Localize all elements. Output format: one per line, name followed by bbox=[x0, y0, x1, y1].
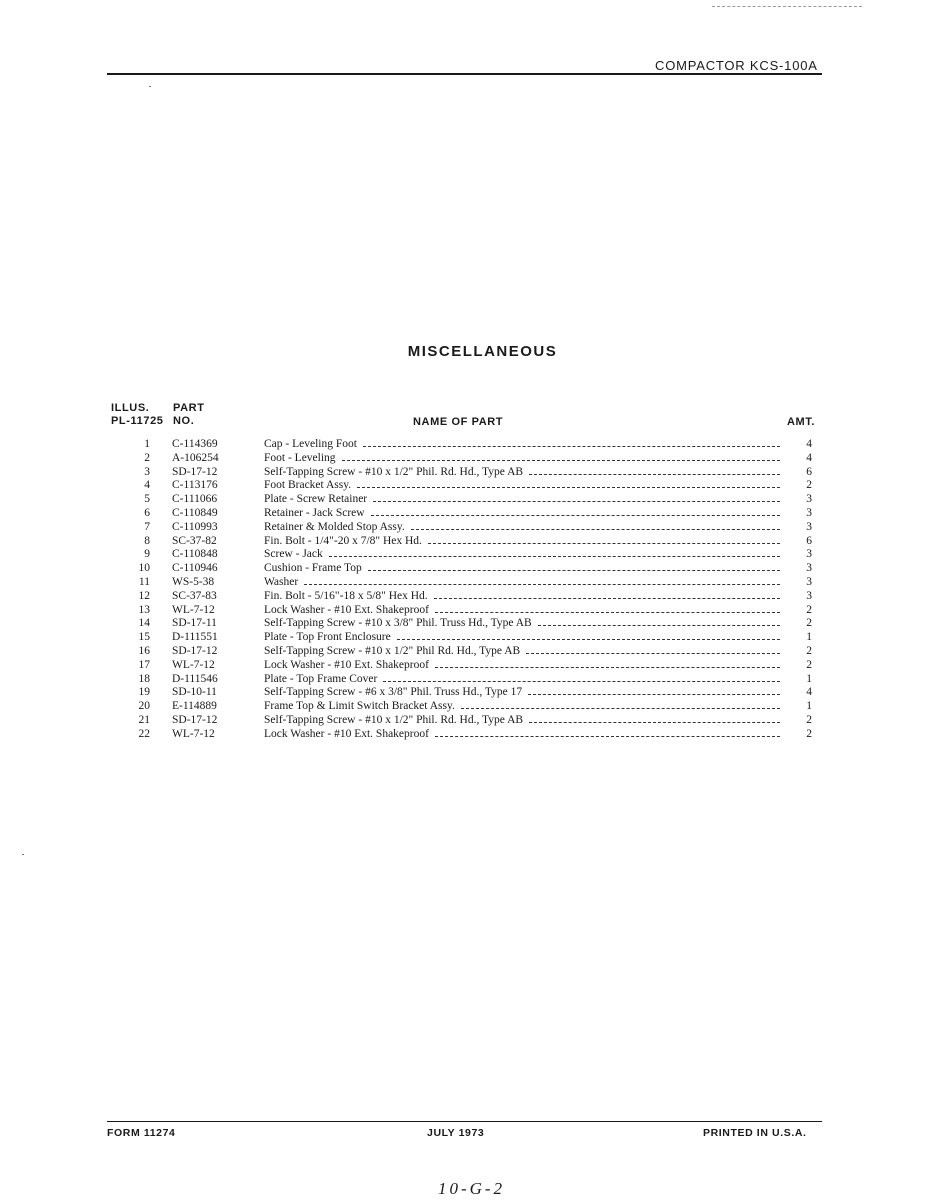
scan-artifact bbox=[712, 6, 862, 8]
column-header-name: NAME OF PART bbox=[413, 416, 504, 428]
illus-number: 10 bbox=[138, 562, 150, 575]
print-date: JULY 1973 bbox=[427, 1127, 485, 1139]
part-number: D-111546 bbox=[172, 672, 218, 685]
amount: 2 bbox=[806, 479, 812, 492]
table-row bbox=[0, 534, 943, 548]
illus-number: 15 bbox=[138, 631, 150, 644]
part-name-cell bbox=[264, 658, 780, 672]
form-number: FORM 11274 bbox=[107, 1127, 176, 1139]
amount: 3 bbox=[806, 589, 812, 602]
part-name: Plate - Screw Retainer bbox=[264, 493, 368, 506]
part-number: WL-7-12 bbox=[172, 603, 215, 616]
part-name-cell bbox=[264, 685, 780, 699]
part-number: SD-17-11 bbox=[172, 617, 217, 630]
dot-leader bbox=[529, 722, 780, 723]
part-number: C-113176 bbox=[172, 479, 218, 492]
part-number: C-114369 bbox=[172, 438, 218, 450]
illus-number: 22 bbox=[138, 727, 150, 740]
part-number: D-111551 bbox=[172, 631, 218, 644]
footer-rule bbox=[107, 1121, 822, 1122]
part-name-cell bbox=[264, 727, 780, 741]
dot-leader bbox=[368, 570, 780, 571]
column-header-illus-line2: PL-11725 bbox=[111, 415, 164, 427]
dot-leader bbox=[526, 653, 780, 654]
table-row bbox=[0, 658, 943, 672]
document-model-header: COMPACTOR KCS-100A bbox=[655, 58, 818, 73]
illus-number: 11 bbox=[138, 576, 150, 588]
part-name: Self-Tapping Screw - #10 x 1/2" Phil Rd. Hd., Type AB bbox=[264, 645, 521, 657]
part-name-cell bbox=[264, 561, 780, 575]
dot-leader bbox=[329, 556, 780, 557]
part-number: C-110946 bbox=[172, 562, 218, 575]
dot-leader bbox=[434, 598, 780, 599]
illus-number: 17 bbox=[138, 658, 150, 671]
amount: 1 bbox=[806, 672, 812, 685]
dot-leader bbox=[528, 694, 780, 695]
part-name-cell bbox=[264, 644, 780, 658]
table-row bbox=[0, 603, 943, 617]
table-row bbox=[0, 547, 943, 561]
header-rule bbox=[107, 73, 822, 75]
table-row bbox=[0, 713, 943, 727]
part-name: Foot - Leveling bbox=[264, 451, 336, 464]
illus-number: 16 bbox=[138, 645, 150, 657]
scan-speck bbox=[149, 86, 151, 87]
illus-number: 6 bbox=[144, 507, 150, 519]
dot-leader bbox=[304, 584, 780, 585]
dot-leader bbox=[529, 474, 780, 475]
illus-number: 5 bbox=[144, 493, 150, 506]
dot-leader bbox=[538, 625, 780, 626]
part-name-cell bbox=[264, 616, 780, 630]
table-row bbox=[0, 478, 943, 492]
amount: 2 bbox=[806, 603, 812, 616]
amount: 3 bbox=[806, 562, 812, 575]
illus-number: 18 bbox=[138, 672, 150, 685]
part-name: Lock Washer - #10 Ext. Shakeproof bbox=[264, 658, 429, 671]
part-number: C-110848 bbox=[172, 548, 218, 561]
dot-leader bbox=[435, 612, 780, 613]
illus-number: 4 bbox=[144, 479, 150, 492]
illus-number: 7 bbox=[144, 520, 150, 533]
part-name-cell bbox=[264, 478, 780, 492]
amount: 1 bbox=[806, 700, 812, 713]
part-name-cell bbox=[264, 713, 780, 727]
amount: 3 bbox=[806, 507, 812, 519]
table-row bbox=[0, 644, 943, 658]
amount: 3 bbox=[806, 548, 812, 561]
amount: 3 bbox=[806, 493, 812, 506]
part-name: Self-Tapping Screw - #6 x 3/8" Phil. Truss Hd., Type 17 bbox=[264, 686, 523, 699]
dot-leader bbox=[371, 515, 780, 516]
part-name-cell bbox=[264, 451, 780, 465]
dot-leader bbox=[435, 736, 780, 737]
part-name: Cap - Leveling Foot bbox=[264, 438, 357, 450]
part-number: C-111066 bbox=[172, 493, 218, 506]
dot-leader bbox=[411, 529, 780, 530]
amount: 2 bbox=[806, 658, 812, 671]
part-name: Lock Washer - #10 Ext. Shakeproof bbox=[264, 603, 429, 616]
dot-leader bbox=[357, 487, 780, 488]
illus-number: 8 bbox=[144, 534, 150, 547]
column-header-part-line2: NO. bbox=[173, 415, 195, 427]
part-number: E-114889 bbox=[172, 700, 217, 713]
dot-leader bbox=[428, 543, 780, 544]
table-row bbox=[0, 616, 943, 630]
amount: 2 bbox=[806, 714, 812, 726]
illus-number: 21 bbox=[138, 714, 150, 726]
table-row bbox=[0, 575, 943, 589]
part-name-cell bbox=[264, 603, 780, 617]
section-title: MISCELLANEOUS bbox=[407, 343, 558, 360]
part-name-cell bbox=[264, 465, 780, 479]
amount: 6 bbox=[806, 465, 812, 478]
column-header-amt: AMT. bbox=[787, 416, 816, 428]
amount: 1 bbox=[806, 631, 812, 644]
amount: 4 bbox=[806, 438, 812, 450]
part-number: C-110849 bbox=[172, 507, 218, 519]
amount: 3 bbox=[806, 520, 812, 533]
table-row bbox=[0, 727, 943, 741]
part-name: Screw - Jack bbox=[264, 548, 323, 561]
amount: 4 bbox=[806, 686, 812, 699]
printed-in: PRINTED IN U.S.A. bbox=[703, 1127, 807, 1139]
part-name: Fin. Bolt - 5/16"-18 x 5/8" Hex Hd. bbox=[264, 589, 428, 602]
illus-number: 2 bbox=[144, 451, 150, 464]
table-row bbox=[0, 451, 943, 465]
amount: 2 bbox=[806, 645, 812, 657]
part-name: Washer bbox=[264, 576, 299, 588]
illus-number: 19 bbox=[138, 686, 150, 699]
part-name: Self-Tapping Screw - #10 x 1/2" Phil. Rd. Hd., Type AB bbox=[264, 465, 524, 478]
part-name-cell bbox=[264, 589, 780, 603]
part-name-cell bbox=[264, 699, 780, 713]
part-number: WL-7-12 bbox=[172, 658, 215, 671]
illus-number: 1 bbox=[144, 438, 150, 450]
table-row bbox=[0, 672, 943, 686]
part-name: Retainer & Molded Stop Assy. bbox=[264, 520, 405, 533]
part-name: Frame Top & Limit Switch Bracket Assy. bbox=[264, 700, 455, 713]
dot-leader bbox=[397, 639, 780, 640]
page-number: 10-G-2 bbox=[437, 1179, 506, 1198]
part-name: Lock Washer - #10 Ext. Shakeproof bbox=[264, 727, 429, 740]
part-name-cell bbox=[264, 506, 780, 520]
scan-speck bbox=[22, 854, 24, 855]
amount: 2 bbox=[806, 617, 812, 630]
part-name: Retainer - Jack Screw bbox=[264, 507, 365, 519]
part-name-cell bbox=[264, 534, 780, 548]
part-number: C-110993 bbox=[172, 520, 218, 533]
part-name: Fin. Bolt - 1/4"-20 x 7/8" Hex Hd. bbox=[264, 534, 422, 547]
dot-leader bbox=[373, 501, 780, 502]
column-header-part-line1: PART bbox=[173, 402, 205, 414]
part-name: Plate - Top Frame Cover bbox=[264, 672, 378, 685]
part-name: Self-Tapping Screw - #10 x 3/8" Phil. Truss Hd., Type AB bbox=[264, 617, 532, 630]
column-header-illus-line1: ILLUS. bbox=[111, 402, 150, 414]
amount: 4 bbox=[806, 451, 812, 464]
table-row bbox=[0, 685, 943, 699]
dot-leader bbox=[383, 681, 780, 682]
part-number: SD-17-12 bbox=[172, 645, 218, 657]
table-row bbox=[0, 437, 943, 451]
part-number: SD-17-12 bbox=[172, 465, 218, 478]
part-number: A-106254 bbox=[172, 451, 219, 464]
part-name: Plate - Top Front Enclosure bbox=[264, 631, 391, 644]
dot-leader bbox=[342, 460, 780, 461]
dot-leader bbox=[435, 667, 780, 668]
table-row bbox=[0, 699, 943, 713]
table-row bbox=[0, 589, 943, 603]
illus-number: 12 bbox=[138, 589, 150, 602]
part-name: Foot Bracket Assy. bbox=[264, 479, 352, 492]
part-name-cell bbox=[264, 575, 780, 589]
part-name-cell bbox=[264, 547, 780, 561]
dot-leader bbox=[461, 708, 780, 709]
part-name: Cushion - Frame Top bbox=[264, 562, 362, 575]
table-row bbox=[0, 630, 943, 644]
part-name: Self-Tapping Screw - #10 x 1/2" Phil. Rd. Hd., Type AB bbox=[264, 714, 524, 726]
part-name-cell bbox=[264, 630, 780, 644]
amount: 2 bbox=[806, 727, 812, 740]
dot-leader bbox=[363, 446, 780, 447]
illus-number: 20 bbox=[138, 700, 150, 713]
part-number: SC-37-82 bbox=[172, 534, 217, 547]
part-name-cell bbox=[264, 672, 780, 686]
table-row bbox=[0, 465, 943, 479]
part-number: SD-17-12 bbox=[172, 714, 218, 726]
table-row bbox=[0, 561, 943, 575]
amount: 6 bbox=[806, 534, 812, 547]
part-name-cell bbox=[264, 437, 780, 451]
table-row bbox=[0, 506, 943, 520]
part-number: SD-10-11 bbox=[172, 686, 217, 699]
table-row bbox=[0, 520, 943, 534]
illus-number: 13 bbox=[138, 603, 150, 616]
part-number: WS-5-38 bbox=[172, 576, 215, 588]
part-number: SC-37-83 bbox=[172, 589, 217, 602]
part-name-cell bbox=[264, 520, 780, 534]
illus-number: 14 bbox=[138, 617, 150, 630]
amount: 3 bbox=[806, 576, 812, 588]
table-row bbox=[0, 492, 943, 506]
part-name-cell bbox=[264, 492, 780, 506]
illus-number: 3 bbox=[144, 465, 150, 478]
part-number: WL-7-12 bbox=[172, 727, 215, 740]
illus-number: 9 bbox=[144, 548, 150, 561]
